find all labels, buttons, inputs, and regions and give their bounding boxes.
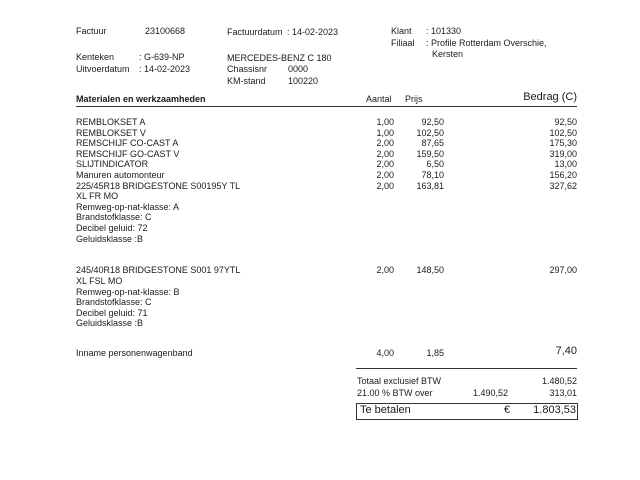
btw-base: 1.490,52 (472, 388, 508, 398)
inname-price: 1,85 (426, 348, 444, 358)
factuur-label: Factuur (76, 26, 107, 36)
line-item-row (0, 255, 640, 266)
line-description: 245/40R18 BRIDGESTONE S001 97YTL (76, 265, 241, 276)
line-price: 163,81 (416, 180, 444, 191)
factuurdatum-value: : 14-02-2023 (287, 27, 339, 37)
line-price: 102,50 (416, 127, 444, 138)
line-description: Remweg-op-nat-klasse: A (76, 201, 180, 212)
line-description: Geluidsklasse :B (76, 233, 144, 244)
km-value: 100220 (288, 76, 319, 86)
line-quantity: 2,00 (376, 148, 394, 159)
line-item-row (0, 202, 640, 213)
kenteken-value: : G-639-NP (139, 52, 185, 62)
line-price: 87,65 (421, 138, 444, 149)
line-amount: 156,20 (549, 169, 577, 180)
line-description: REMBLOKSET V (76, 127, 146, 138)
header-divider (76, 106, 577, 107)
filiaal-label: Filiaal (391, 38, 415, 48)
col-price-header: Prijs (405, 94, 423, 104)
line-description: REMSCHIJF CO-CAST A (76, 138, 179, 149)
line-amount: 327,62 (549, 180, 577, 191)
totals-divider (356, 368, 577, 369)
amount-due-label: Te betalen (360, 404, 411, 416)
line-item-row (0, 191, 640, 202)
factuurdatum-label: Factuurdatum (227, 27, 283, 37)
line-description: Brandstofklasse: C (76, 297, 152, 308)
line-description: Geluidsklasse :B (76, 318, 144, 329)
line-amount: 175,30 (549, 138, 577, 149)
line-amount: 297,00 (549, 265, 577, 276)
total-excl-value: 1.480,52 (541, 376, 577, 386)
chassis-label: Chassisnr (227, 64, 268, 74)
line-item-row (0, 181, 640, 192)
inname-quantity: 4,00 (376, 348, 394, 358)
line-item-row (0, 212, 640, 223)
line-price: 159,50 (416, 148, 444, 159)
line-item-row (0, 276, 640, 287)
uitvoerdatum-label: Uitvoerdatum (76, 64, 130, 74)
line-description: Manuren automonteur (76, 169, 165, 180)
line-item-row (0, 297, 640, 308)
line-item-row (0, 287, 640, 298)
line-quantity: 1,00 (376, 117, 394, 127)
line-price: 78,10 (421, 169, 444, 180)
vehicle-model: MERCEDES-BENZ C 180 (227, 53, 332, 63)
line-quantity: 2,00 (376, 138, 394, 149)
line-quantity: 2,00 (376, 180, 394, 191)
factuur-number: 23100668 (145, 26, 186, 36)
line-item-row (0, 234, 640, 245)
inname-description: Inname personenwagenband (76, 348, 193, 358)
line-description: 225/45R18 BRIDGESTONE S00195Y TL (76, 180, 241, 191)
line-amount: 92,50 (554, 117, 577, 127)
line-price: 148,50 (416, 265, 444, 276)
klant-value: : 101330 (426, 26, 462, 36)
line-quantity: 2,00 (376, 169, 394, 180)
line-price: 92,50 (421, 117, 444, 127)
line-item-row (0, 308, 640, 319)
col-amount-header: Bedrag (C) (523, 91, 577, 103)
line-description: Brandstofklasse: C (76, 212, 152, 223)
line-items (0, 117, 640, 329)
line-item-row (0, 318, 640, 329)
line-description: REMSCHIJF GO-CAST V (76, 148, 180, 159)
btw-label: 21.00 % BTW over (357, 388, 433, 398)
line-quantity: 1,00 (376, 127, 394, 138)
currency-symbol: € (504, 404, 511, 416)
line-item-row (0, 265, 640, 276)
line-item-row (0, 170, 640, 181)
line-description: XL FSL MO (76, 275, 123, 286)
kenteken-label: Kenteken (76, 52, 115, 62)
line-description: Decibel geluid: 71 (76, 307, 148, 318)
total-excl-label: Totaal exclusief BTW (357, 376, 442, 386)
line-amount: 102,50 (549, 127, 577, 138)
btw-value: 313,01 (549, 388, 577, 398)
line-quantity: 2,00 (376, 159, 394, 170)
line-item-row (0, 117, 640, 128)
line-item-row (0, 138, 640, 149)
line-description: Decibel geluid: 72 (76, 222, 148, 233)
line-item-row (0, 244, 640, 255)
filiaal-value-2: Kersten (432, 49, 464, 59)
line-description: REMBLOKSET A (76, 117, 146, 127)
inname-amount: 7,40 (555, 345, 577, 357)
line-item-row (0, 159, 640, 170)
line-item-row (0, 223, 640, 234)
line-description: Remweg-op-nat-klasse: B (76, 286, 180, 297)
line-price: 6,50 (426, 159, 444, 170)
klant-label: Klant (391, 26, 412, 36)
km-label: KM-stand (227, 76, 266, 86)
chassis-value: 0000 (288, 64, 309, 74)
filiaal-value-1: : Profile Rotterdam Overschie, (426, 38, 547, 48)
line-item-row (0, 149, 640, 160)
line-amount: 319,00 (549, 148, 577, 159)
line-quantity: 2,00 (376, 265, 394, 276)
col-quantity-header: Aantal (366, 94, 392, 104)
line-item-row (0, 128, 640, 139)
uitvoerdatum-value: : 14-02-2023 (139, 64, 191, 74)
line-description: XL FR MO (76, 191, 119, 202)
line-description: SLIJTINDICATOR (76, 159, 149, 170)
col-description-header: Materialen en werkzaamheden (76, 94, 206, 104)
amount-due-value: 1.803,53 (533, 404, 576, 416)
line-amount: 13,00 (554, 159, 577, 170)
